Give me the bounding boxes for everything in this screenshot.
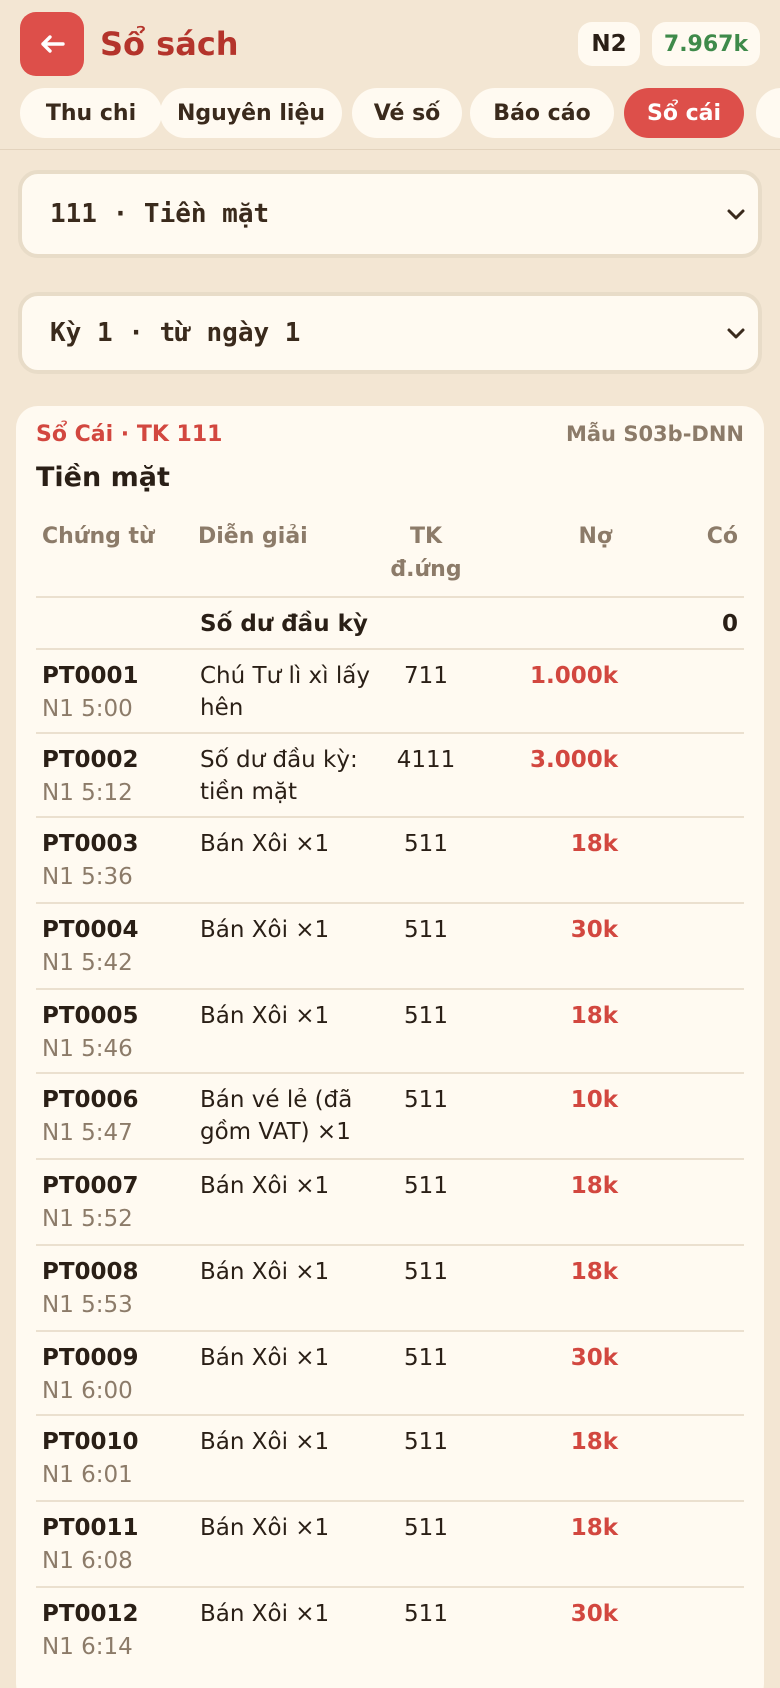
row-description: Bán Xôi ×1 [200, 1173, 330, 1199]
table-row[interactable] [36, 1072, 744, 1158]
table-row[interactable] [36, 1330, 744, 1414]
page-title: Sổ sách [100, 25, 239, 63]
row-contra-account: 511 [404, 831, 448, 857]
table-row[interactable] [36, 1244, 744, 1330]
voucher-time: N1 5:52 [42, 1206, 133, 1232]
balance-badge: 7.967k [652, 22, 760, 66]
row-debit: 18k [570, 1173, 618, 1199]
chevron-down-icon [724, 321, 748, 345]
voucher-time: N1 6:08 [42, 1548, 133, 1574]
row-debit: 30k [570, 1601, 618, 1627]
row-description: Bán vé lẻ (đã gồm VAT) ×1 [200, 1087, 353, 1145]
tab-bar [20, 88, 780, 140]
table-row[interactable] [36, 988, 744, 1072]
row-contra-account: 4111 [396, 747, 456, 773]
voucher-code: PT0011 [42, 1515, 139, 1541]
voucher-time: N1 5:53 [42, 1292, 133, 1318]
row-contra-account: 511 [404, 1003, 448, 1029]
opening-balance-value: 0 [721, 611, 738, 637]
table-row[interactable] [36, 902, 744, 988]
row-debit: 18k [570, 1259, 618, 1285]
col-header-description: Diễn giải [198, 524, 308, 549]
row-contra-account: 511 [404, 1087, 448, 1113]
tab-ve-so[interactable]: Vé số [352, 88, 462, 138]
row-contra-account: 511 [404, 1345, 448, 1371]
voucher-time: N1 6:01 [42, 1462, 133, 1488]
row-debit: 18k [570, 1003, 618, 1029]
table-row[interactable] [36, 1158, 744, 1244]
voucher-time: N1 5:42 [42, 950, 133, 976]
row-description: Bán Xôi ×1 [200, 1345, 330, 1371]
row-description: Bán Xôi ×1 [200, 831, 330, 857]
voucher-time: N1 5:00 [42, 696, 133, 722]
voucher-code: PT0012 [42, 1601, 139, 1627]
row-description: Số dư đầu kỳ: tiền mặt [200, 747, 358, 805]
opening-balance-row [36, 596, 744, 648]
table-row[interactable] [36, 816, 744, 902]
tab-so-cai[interactable]: Sổ cái [624, 88, 744, 138]
col-header-contra-line1: TK [409, 524, 443, 549]
row-debit: 18k [570, 1429, 618, 1455]
tab-more[interactable] [756, 88, 780, 138]
period-select-value: Kỳ 1 · từ ngày 1 [50, 318, 301, 348]
row-contra-account: 711 [404, 663, 448, 689]
voucher-time: N1 5:36 [42, 864, 133, 890]
row-debit: 10k [570, 1087, 618, 1113]
voucher-time: N1 5:47 [42, 1120, 133, 1146]
voucher-time: N1 6:14 [42, 1634, 133, 1660]
table-row[interactable] [36, 1586, 744, 1672]
row-contra-account: 511 [404, 1429, 448, 1455]
col-header-contra-account [376, 520, 476, 586]
app-header [0, 0, 780, 150]
ledger-card [16, 406, 764, 1688]
tab-bao-cao[interactable]: Báo cáo [470, 88, 614, 138]
voucher-code: PT0004 [42, 917, 139, 943]
voucher-code: PT0002 [42, 747, 139, 773]
row-description: Bán Xôi ×1 [200, 1003, 330, 1029]
tab-thu-chi[interactable]: Thu chi [20, 88, 162, 138]
voucher-code: PT0007 [42, 1173, 139, 1199]
voucher-code: PT0010 [42, 1429, 139, 1455]
row-contra-account: 511 [404, 1259, 448, 1285]
table-row[interactable] [36, 732, 744, 816]
voucher-code: PT0005 [42, 1003, 139, 1029]
back-button[interactable] [20, 12, 84, 76]
ledger-account-name: Tiền mặt [36, 462, 170, 493]
row-debit: 18k [570, 1515, 618, 1541]
row-debit: 1.000k [529, 663, 618, 689]
row-contra-account: 511 [404, 917, 448, 943]
voucher-code: PT0006 [42, 1087, 139, 1113]
row-contra-account: 511 [404, 1601, 448, 1627]
voucher-code: PT0008 [42, 1259, 139, 1285]
row-debit: 3.000k [529, 747, 618, 773]
table-row[interactable] [36, 648, 744, 732]
row-description: Bán Xôi ×1 [200, 1259, 330, 1285]
row-contra-account: 511 [404, 1515, 448, 1541]
voucher-code: PT0009 [42, 1345, 139, 1371]
row-debit: 30k [570, 917, 618, 943]
account-select[interactable] [18, 170, 762, 258]
col-header-contra-line2: đ.ứng [390, 557, 462, 582]
account-select-value: 111 · Tiền mặt [50, 199, 270, 229]
voucher-time: N1 5:12 [42, 780, 133, 806]
row-contra-account: 511 [404, 1173, 448, 1199]
voucher-code: PT0001 [42, 663, 139, 689]
row-description: Bán Xôi ×1 [200, 1515, 330, 1541]
row-debit: 30k [570, 1345, 618, 1371]
row-description: Bán Xôi ×1 [200, 917, 330, 943]
row-debit: 18k [570, 831, 618, 857]
opening-balance-label: Số dư đầu kỳ [200, 611, 368, 637]
row-description: Bán Xôi ×1 [200, 1601, 330, 1627]
ledger-form-code: Mẫu S03b-DNN [565, 422, 744, 446]
table-row[interactable] [36, 1500, 744, 1586]
col-header-voucher: Chứng từ [42, 524, 155, 549]
col-header-debit: Nợ [578, 524, 612, 549]
voucher-time: N1 5:46 [42, 1036, 133, 1062]
tab-nguyen-lieu[interactable]: Nguyên liệu [160, 88, 342, 138]
chevron-down-icon [724, 202, 748, 226]
row-description: Chú Tư lì xì lấy hên [200, 663, 370, 721]
voucher-code: PT0003 [42, 831, 139, 857]
period-badge: N2 [578, 22, 640, 66]
row-description: Bán Xôi ×1 [200, 1429, 330, 1455]
col-header-credit: Có [706, 524, 738, 549]
table-row[interactable] [36, 1414, 744, 1500]
voucher-time: N1 6:00 [42, 1378, 133, 1404]
arrow-left-icon [36, 28, 68, 60]
ledger-subtitle: Sổ Cái · TK 111 [36, 422, 223, 447]
period-select[interactable] [18, 292, 762, 374]
